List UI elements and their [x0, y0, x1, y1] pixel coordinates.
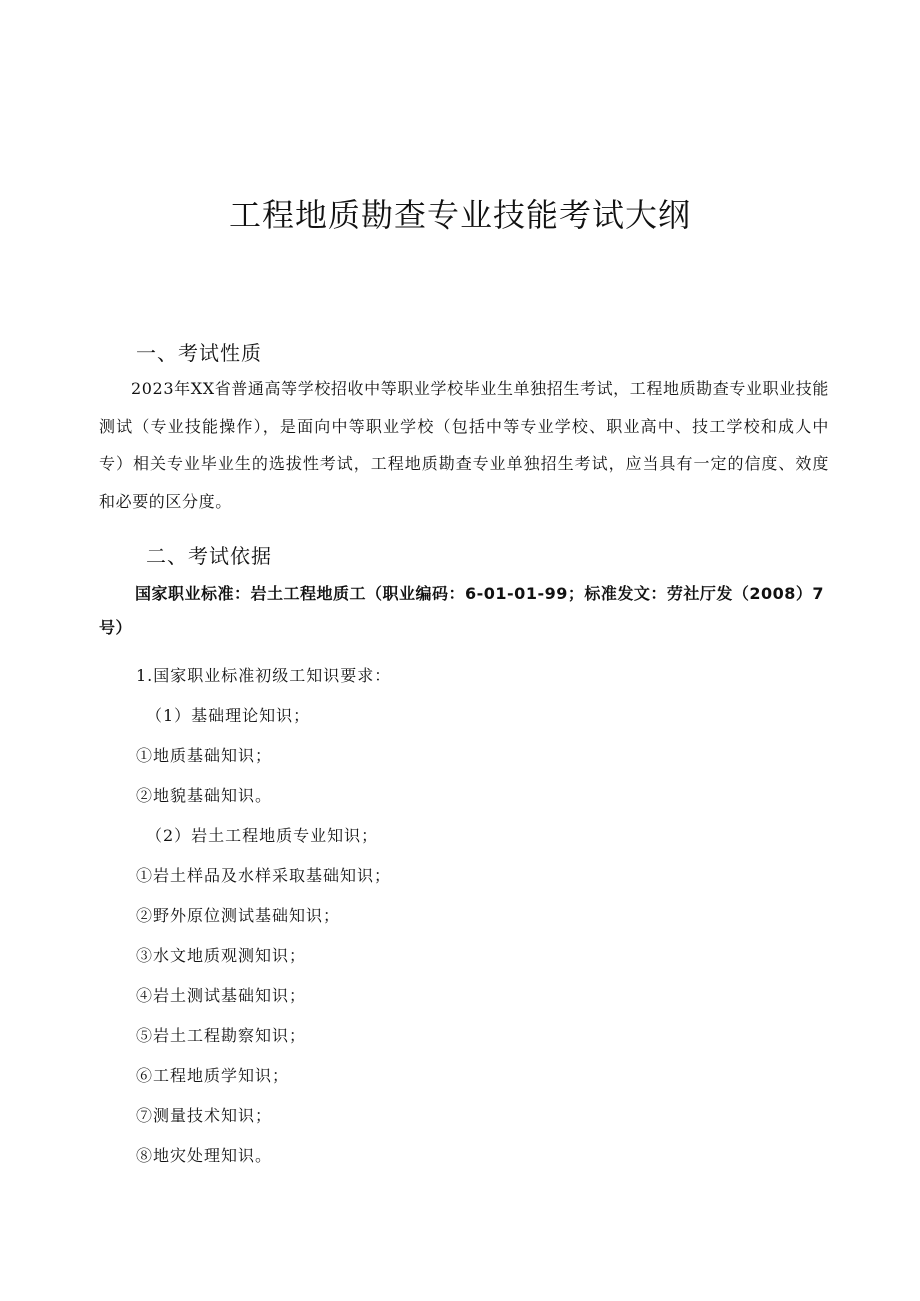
list-item: ①岩土样品及水样采取基础知识； — [136, 866, 392, 885]
list-item: ⑧地灾处理知识。 — [136, 1146, 273, 1165]
subheading-basic-theory: （1）基础理论知识； — [146, 706, 311, 725]
section-paragraph-nature: 2023年XX省普通高等学校招收中等职业学校毕业生单独招生考试，工程地质勘查专业职业技能测试（专业技能操作），是面向中等职业学校（包括中等专业学校、职业高中、技工学校和成人中专）相关专业毕业生的选拔性考试，工程地质勘查专业单独招生考试，应当具有一定的信度、效度和必要的区分度。 — [99, 379, 829, 511]
list-item: ②地貌基础知识。 — [136, 786, 273, 805]
list-item: ①地质基础知识； — [136, 746, 273, 765]
subheading-professional-knowledge: （2）岩土工程地质专业知识； — [146, 826, 379, 845]
standard-basis-text: 国家职业标准：岩土工程地质工（职业编码：6-01-01-99；标准发文：劳社厅发（2008）7号） — [99, 584, 825, 637]
section-heading-nature: 一、考试性质 — [136, 341, 262, 365]
list-item: ⑦测量技术知识； — [136, 1106, 273, 1125]
document-title: 工程地质勘查专业技能考试大纲 — [228, 196, 691, 234]
list-item: ⑤岩土工程勘察知识； — [136, 1026, 307, 1045]
list-item-knowledge-requirements: 1.国家职业标准初级工知识要求： — [136, 666, 392, 685]
list-item: ②野外原位测试基础知识； — [136, 906, 341, 925]
list-item: ③水文地质观测知识； — [136, 946, 307, 965]
section-heading-basis: 二、考试依据 — [146, 544, 272, 568]
list-item: ⑥工程地质学知识； — [136, 1066, 290, 1085]
list-item: ④岩土测试基础知识； — [136, 986, 307, 1005]
